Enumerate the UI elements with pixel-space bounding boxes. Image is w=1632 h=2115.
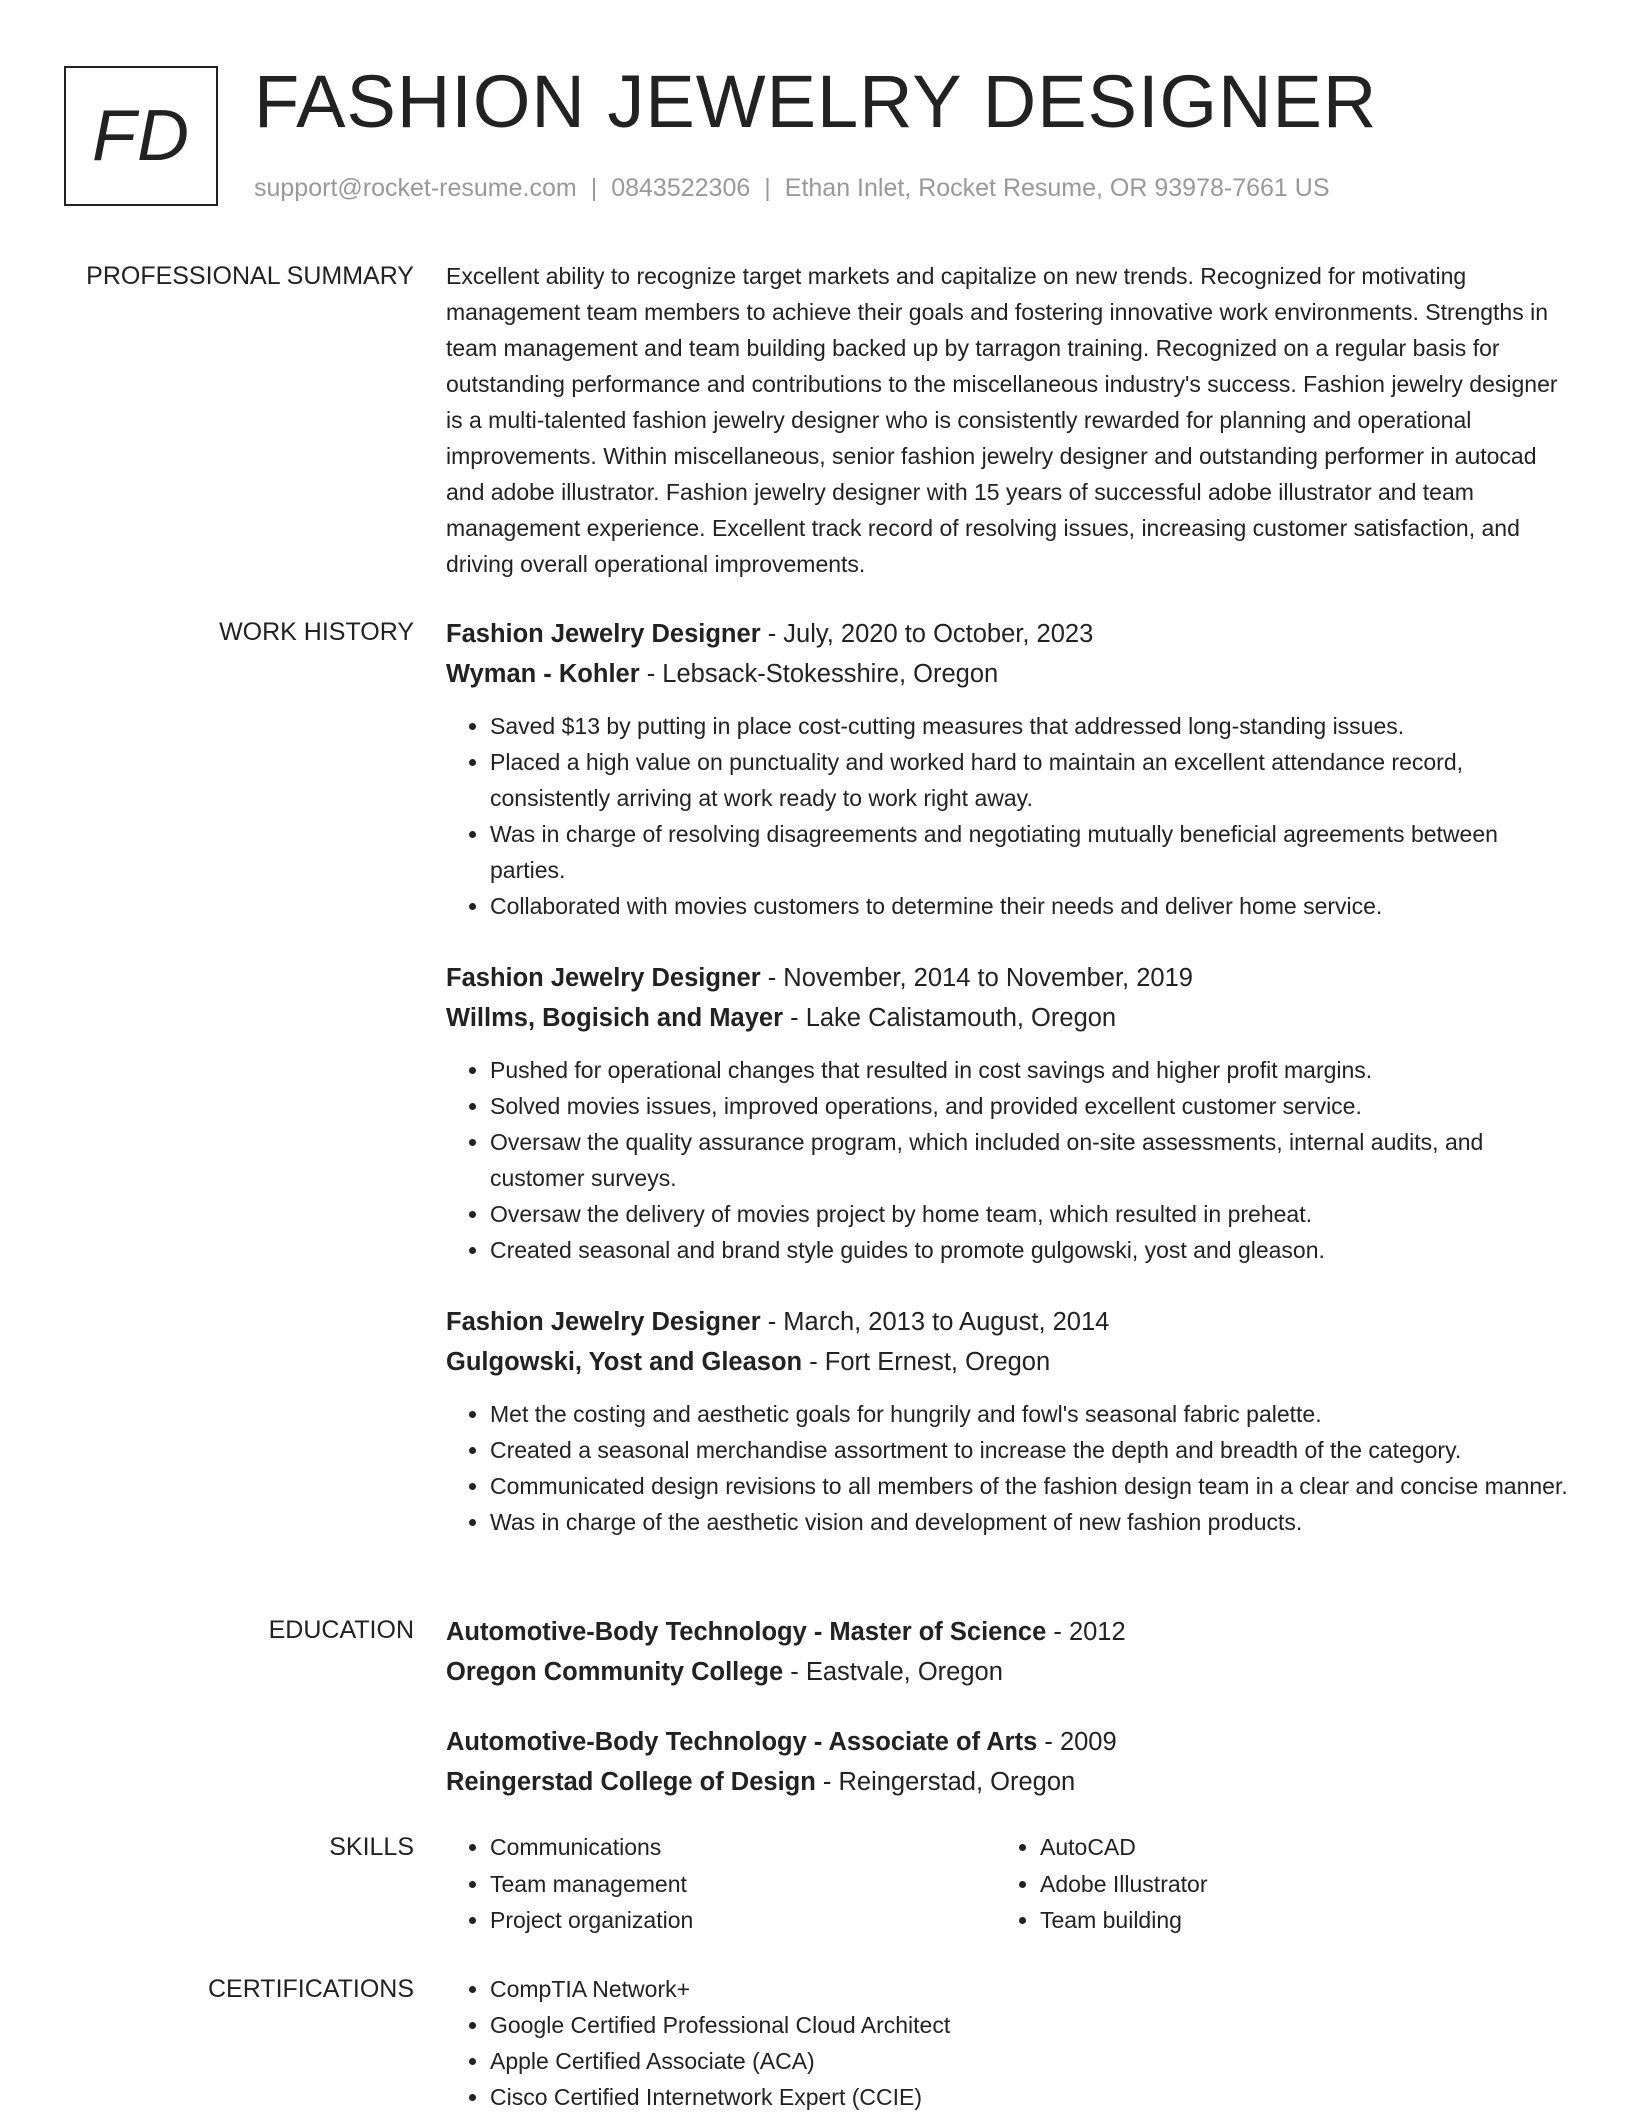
contact-address: Ethan Inlet, Rocket Resume, OR 93978-7661 US — [784, 174, 1330, 202]
job-title: Fashion Jewelry Designer — [446, 1308, 761, 1336]
job-location: - Lake Calistamouth, Oregon — [783, 1004, 1117, 1032]
job-title-line — [446, 1302, 1570, 1342]
job-bullets — [446, 1052, 1570, 1268]
job-bullets — [446, 1396, 1570, 1540]
education-entry — [446, 1612, 1570, 1692]
job-entry — [446, 958, 1570, 1268]
skill-item: • Communications — [490, 1829, 996, 1866]
job-location: - Lebsack-Stokesshire, Oregon — [639, 660, 999, 688]
job-company: Willms, Bogisich and Mayer — [446, 1004, 784, 1032]
section-label-education: EDUCATION — [268, 1616, 414, 1644]
job-bullet: • Met the costing and aesthetic goals for hungrily and fowl's seasonal fabric palette. — [490, 1396, 1570, 1432]
job-title: Fashion Jewelry Designer — [446, 620, 761, 648]
education-entry — [446, 1722, 1570, 1802]
job-dates: - July, 2020 to October, 2023 — [760, 620, 1094, 648]
job-bullet: • Pushed for operational changes that resulted in cost savings and higher profit margins. — [490, 1052, 1570, 1088]
summary-text: Excellent ability to recognize target markets and capitalize on new trends. Recognized for motivating management team members to achieve their goals and fostering innovative work environments. Strengths in team management and team building backed up by tarragon training. Recognized on a regular basis for outstanding performance and contributions to the miscellaneous industry's success. Fashion jewelry designer is a multi-talented fashion jewelry designer who is consistently rewarded for planning and operational improvements. Within miscellaneous, senior fashion jewelry designer and outstanding performer in autocad and adobe illustrator. Fashion jewelry designer with 15 years of successful adobe illustrator and team management experience. Excellent track record of resolving issues, increasing customer satisfaction, and driving overall operational improvements. — [446, 263, 1558, 577]
education-degree: Automotive-Body Technology - Master of Science — [446, 1618, 1047, 1646]
job-dates: - November, 2014 to November, 2019 — [760, 964, 1193, 992]
job-company-line — [446, 1342, 1570, 1382]
job-title-line — [446, 614, 1570, 654]
job-bullet: • Was in charge of the aesthetic vision and development of new fashion products. — [490, 1504, 1570, 1540]
section-label-work-history: WORK HISTORY — [219, 618, 414, 646]
job-title-line — [446, 958, 1570, 998]
job-bullet: • Oversaw the quality assurance program, which included on-site assessments, internal audits, and customer surveys. — [490, 1124, 1570, 1196]
contact-separator: | — [764, 174, 771, 202]
job-bullet: • Created seasonal and brand style guides to promote gulgowski, yost and gleason. — [490, 1232, 1570, 1268]
job-entry — [446, 1302, 1570, 1540]
education-degree-line — [446, 1612, 1570, 1652]
job-location: - Fort Ernest, Oregon — [802, 1348, 1051, 1376]
job-bullet: • Oversaw the delivery of movies project by home team, which resulted in preheat. — [490, 1196, 1570, 1232]
skill-item: • Team building — [1040, 1902, 1546, 1939]
education-school-line — [446, 1762, 1570, 1802]
job-bullet: • Placed a high value on punctuality and worked hard to maintain an excellent attendance record, consistently arriving at work ready to work right away. — [490, 744, 1570, 816]
monogram-logo — [64, 66, 218, 206]
job-title: Fashion Jewelry Designer — [446, 964, 761, 992]
job-bullet: • Solved movies issues, improved operations, and provided excellent customer service. — [490, 1088, 1570, 1124]
job-bullet: • Saved $13 by putting in place cost-cutting measures that addressed long-standing issues. — [490, 708, 1570, 744]
skill-item: • Team management — [490, 1866, 996, 1903]
job-company: Wyman - Kohler — [446, 660, 640, 688]
skill-item: • AutoCAD — [1040, 1829, 1546, 1866]
certifications-list — [446, 1971, 1570, 2115]
job-bullet: • Was in charge of resolving disagreements and negotiating mutually beneficial agreements between parties. — [490, 816, 1570, 888]
education-year: - 2009 — [1037, 1728, 1117, 1756]
job-dates: - March, 2013 to August, 2014 — [760, 1308, 1110, 1336]
certification-item: • CompTIA Network+ — [490, 1971, 1570, 2007]
job-bullets — [446, 708, 1570, 924]
job-company-line — [446, 654, 1570, 694]
contact-email[interactable]: support@rocket-resume.com — [254, 174, 577, 202]
section-label-certifications: CERTIFICATIONS — [207, 1975, 414, 2003]
skills-grid — [446, 1829, 1570, 1939]
education-degree: Automotive-Body Technology - Associate of Arts — [446, 1728, 1038, 1756]
contact-phone[interactable]: 0843522306 — [611, 174, 751, 202]
certification-item: • Cisco Certified Internetwork Expert (CCIE) — [490, 2079, 1570, 2115]
skills-column-left — [446, 1829, 996, 1939]
resume-title: FASHION JEWELRY DESIGNER — [254, 60, 1378, 143]
certification-item: • Google Certified Professional Cloud Architect — [490, 2007, 1570, 2043]
job-entry — [446, 614, 1570, 924]
job-company: Gulgowski, Yost and Gleason — [446, 1348, 803, 1376]
education-school-line — [446, 1652, 1570, 1692]
section-label-skills: SKILLS — [329, 1833, 414, 1861]
certification-item: • Apple Certified Associate (ACA) — [490, 2043, 1570, 2079]
contact-separator: | — [590, 174, 598, 202]
contact-line — [254, 174, 1330, 203]
job-company-line — [446, 998, 1570, 1038]
job-bullet: • Communicated design revisions to all members of the fashion design team in a clear and concise manner. — [490, 1468, 1570, 1504]
education-year: - 2012 — [1046, 1618, 1126, 1646]
education-school: Oregon Community College — [446, 1658, 784, 1686]
skill-item: • Adobe Illustrator — [1040, 1866, 1546, 1903]
job-bullet: • Created a seasonal merchandise assortment to increase the depth and breadth of the category. — [490, 1432, 1570, 1468]
monogram-text: FD — [92, 96, 190, 176]
section-label-summary: PROFESSIONAL SUMMARY — [86, 262, 414, 290]
skill-item: • Project organization — [490, 1902, 996, 1939]
job-bullet: • Collaborated with movies customers to determine their needs and deliver home service. — [490, 888, 1570, 924]
education-location: - Reingerstad, Oregon — [815, 1768, 1076, 1796]
skills-column-right — [996, 1829, 1546, 1939]
education-degree-line — [446, 1722, 1570, 1762]
education-location: - Eastvale, Oregon — [783, 1658, 1003, 1686]
education-school: Reingerstad College of Design — [446, 1768, 816, 1796]
